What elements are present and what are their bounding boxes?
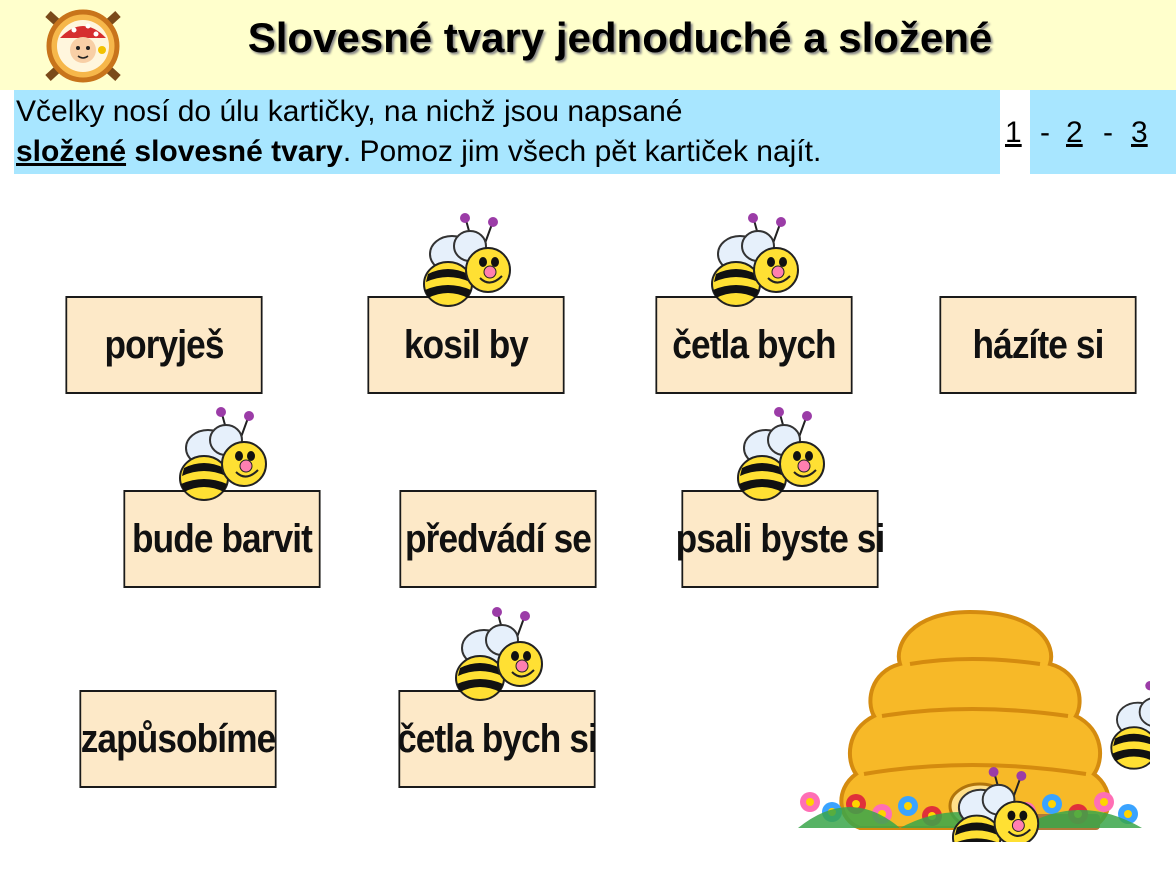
bee-icon bbox=[724, 406, 834, 506]
page-link-1[interactable]: 1 bbox=[1005, 116, 1022, 149]
instruction-bold: slovesné tvary bbox=[126, 135, 343, 168]
instruction-highlight: složené bbox=[16, 135, 127, 168]
page-title: Slovesné tvary jednoduché a složené bbox=[247, 14, 993, 61]
pirate-girl-icon bbox=[40, 6, 126, 86]
word-card-label: zapůsobíme bbox=[80, 716, 276, 761]
page-link-2[interactable]: 2 bbox=[1066, 116, 1083, 149]
instruction-rest: . Pomoz jim všech pět kartiček najít. bbox=[342, 135, 822, 168]
bee-icon bbox=[166, 406, 276, 506]
word-card[interactable] bbox=[79, 690, 276, 788]
word-card-label: předvádí se bbox=[405, 516, 591, 561]
instruction-line1: Včelky nosí do úlu kartičky, na nichž jsou napsané bbox=[16, 95, 683, 128]
word-card[interactable] bbox=[399, 490, 596, 588]
header-bar bbox=[0, 0, 1176, 90]
word-card-label: psali byste si bbox=[675, 516, 885, 561]
word-card-label: bude barvit bbox=[131, 516, 313, 561]
bee-icon bbox=[698, 212, 808, 312]
instruction-text bbox=[16, 92, 821, 172]
pager-separator: - bbox=[1040, 116, 1050, 149]
bee-icon bbox=[442, 606, 552, 706]
word-card[interactable] bbox=[65, 296, 262, 394]
word-card-label: poryješ bbox=[104, 322, 224, 367]
bee-icon bbox=[410, 212, 520, 312]
word-card-label: kosil by bbox=[403, 322, 529, 367]
page-link-3[interactable]: 3 bbox=[1131, 116, 1148, 149]
pager-separator: - bbox=[1103, 116, 1113, 149]
word-card-label: četla bych bbox=[672, 322, 836, 367]
word-card-label: házíte si bbox=[972, 322, 1104, 367]
word-card[interactable] bbox=[939, 296, 1136, 394]
beehive-icon bbox=[790, 606, 1150, 842]
instruction-box bbox=[14, 90, 1000, 174]
word-card-label: četla bych si bbox=[397, 716, 597, 761]
